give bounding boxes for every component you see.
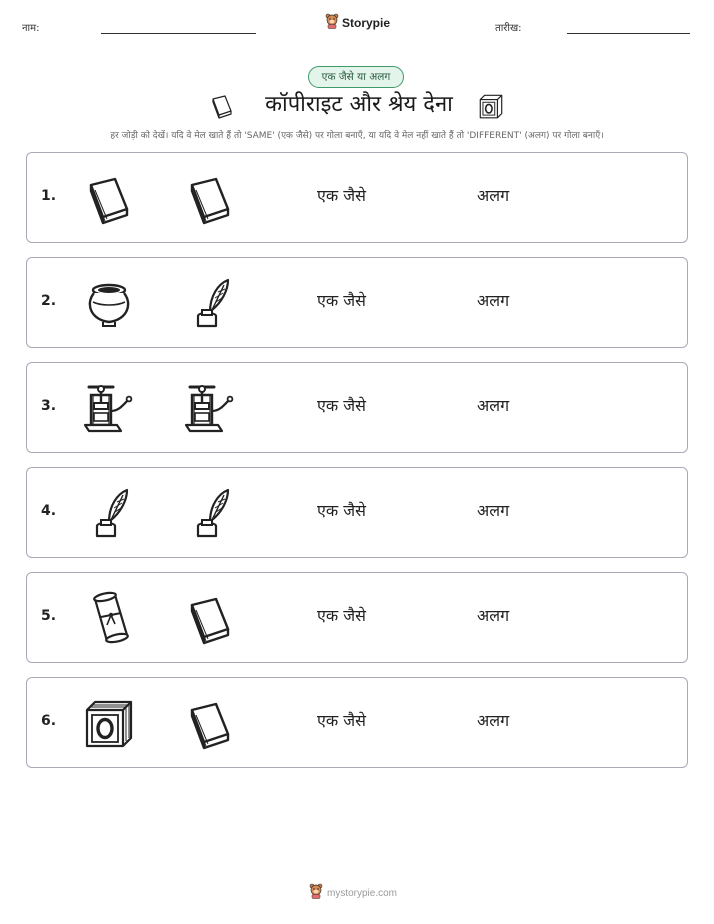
- printing-press-icon: [81, 381, 137, 437]
- same-option[interactable]: एक जैसे: [317, 186, 366, 205]
- book-icon: [81, 171, 137, 227]
- date-label: तारीख:: [495, 23, 522, 34]
- brand-name: Storypie: [342, 16, 391, 30]
- pair-row: [26, 572, 688, 663]
- same-option[interactable]: एक जैसे: [317, 396, 366, 415]
- same-option[interactable]: एक जैसे: [317, 291, 366, 310]
- pair-row: [26, 362, 688, 453]
- name-write-line[interactable]: [101, 33, 256, 34]
- pair-row: [26, 257, 688, 348]
- different-option[interactable]: अलग: [477, 291, 510, 310]
- different-option[interactable]: अलग: [477, 396, 510, 415]
- row-number: 3.: [41, 398, 57, 414]
- bear-mascot-icon: [325, 13, 339, 33]
- date-write-line[interactable]: [567, 33, 690, 34]
- pair-row: [26, 152, 688, 243]
- different-option[interactable]: अलग: [477, 711, 510, 730]
- brand-logo: [325, 13, 390, 33]
- different-option[interactable]: अलग: [477, 501, 510, 520]
- quill-inkwell-icon: [182, 276, 238, 332]
- book-icon: [182, 171, 238, 227]
- name-label: नाम:: [22, 23, 40, 34]
- different-option[interactable]: अलग: [477, 186, 510, 205]
- same-option[interactable]: एक जैसे: [317, 501, 366, 520]
- book-icon: [182, 696, 238, 752]
- pot-icon: [81, 276, 137, 332]
- book-icon: [208, 92, 236, 124]
- scroll-icon: [81, 591, 137, 647]
- book-icon: [182, 591, 238, 647]
- row-number: 1.: [41, 188, 57, 204]
- pair-row: [26, 677, 688, 768]
- different-option[interactable]: अलग: [477, 606, 510, 625]
- row-number: 2.: [41, 293, 57, 309]
- footer: [309, 883, 397, 903]
- printing-press-icon: [182, 381, 238, 437]
- worksheet-type-badge: एक जैसे या अलग: [308, 66, 404, 88]
- page-title: कॉपीराइट और श्रेय देना: [265, 92, 453, 117]
- row-number: 4.: [41, 503, 57, 519]
- pair-row: [26, 467, 688, 558]
- letter-block-icon: [81, 696, 137, 752]
- same-option[interactable]: एक जैसे: [317, 606, 366, 625]
- instructions-text: हर जोड़ी को देखें। यदि वे मेल खाते हैं तो 'SAME' (एक जैसे) पर गोला बनाएँ, या यदि वे मेल नहीं खाते हैं तो 'DIFFERENT' (अलग) पर गोला बनाएँ।: [110, 131, 604, 141]
- letter-block-icon: [476, 91, 506, 125]
- row-number: 6.: [41, 713, 57, 729]
- quill-inkwell-icon: [182, 486, 238, 542]
- quill-inkwell-icon: [81, 486, 137, 542]
- footer-url[interactable]: mystorypie.com: [327, 887, 398, 899]
- same-option[interactable]: एक जैसे: [317, 711, 366, 730]
- bear-mascot-icon: [309, 883, 323, 903]
- row-number: 5.: [41, 608, 57, 624]
